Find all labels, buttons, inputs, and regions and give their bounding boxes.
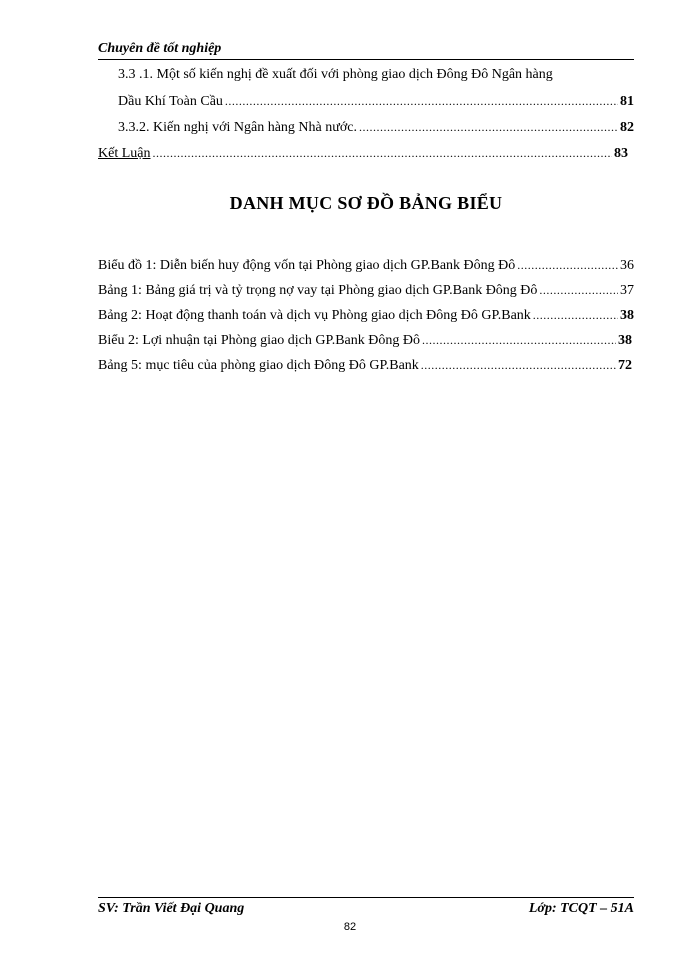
toc-ket-luan[interactable] bbox=[98, 144, 628, 163]
footer-class: Lớp: TCQT – 51A bbox=[528, 901, 634, 916]
dot-leader bbox=[359, 118, 618, 137]
figure-entry[interactable] bbox=[98, 356, 632, 375]
running-header bbox=[98, 40, 634, 60]
dot-leader bbox=[533, 306, 618, 325]
figure-entry-page: 38 bbox=[618, 333, 632, 348]
list-of-figures-title: DANH MỤC SƠ ĐỒ BẢNG BIỂU bbox=[229, 193, 503, 213]
figure-entry-page: 37 bbox=[620, 283, 634, 298]
footer-student: SV: Trần Viết Đại Quang bbox=[98, 901, 245, 916]
figure-entry-page: 36 bbox=[620, 258, 634, 273]
toc-item-331-line2[interactable] bbox=[118, 92, 634, 111]
figure-entry-page: 38 bbox=[620, 308, 634, 323]
toc-item-331-page: 81 bbox=[620, 94, 634, 109]
header-title: Chuyên đề tốt nghiệp bbox=[98, 41, 222, 56]
figure-entry-page: 72 bbox=[618, 358, 632, 373]
toc-item-331-label: Dầu Khí Toàn Cầu bbox=[118, 94, 223, 109]
figure-entry-label: Bảng 5: mục tiêu của phòng giao dịch Đông Đô GP.Bank bbox=[98, 358, 419, 373]
figure-entry[interactable] bbox=[98, 281, 634, 300]
dot-leader bbox=[539, 281, 618, 300]
figure-entry[interactable] bbox=[98, 306, 634, 325]
dot-leader bbox=[517, 256, 618, 275]
toc-item-332[interactable] bbox=[118, 118, 634, 137]
footer-rule bbox=[98, 897, 634, 898]
figure-entry[interactable] bbox=[98, 331, 632, 350]
toc-item-332-label: 3.3.2. Kiến nghị với Ngân hàng Nhà nước. bbox=[118, 120, 357, 135]
dot-leader bbox=[421, 356, 616, 375]
dot-leader bbox=[225, 92, 618, 111]
figure-entry-label: Bảng 2: Hoạt động thanh toán và dịch vụ Phòng giao dịch Đông Đô GP.Bank bbox=[98, 308, 531, 323]
figure-entry-label: Biểu 2: Lợi nhuận tại Phòng giao dịch GP.Bank Đông Đô bbox=[98, 333, 420, 348]
running-footer bbox=[98, 901, 634, 917]
toc-ket-luan-page: 83 bbox=[614, 146, 628, 161]
figure-entry[interactable] bbox=[98, 256, 634, 275]
dot-leader bbox=[422, 331, 616, 350]
figure-entry-label: Bảng 1: Bảng giá trị và tỷ trọng nợ vay tại Phòng giao dịch GP.Bank Đông Đô bbox=[98, 283, 538, 298]
toc-ket-luan-label: Kết Luận bbox=[98, 146, 151, 161]
page-number: 82 bbox=[343, 921, 357, 933]
dot-leader bbox=[152, 144, 612, 163]
toc-item-331-line1: 3.3 .1. Một số kiến nghị đề xuất đối với phòng giao dịch Đông Đô Ngân hàng bbox=[118, 67, 553, 82]
figure-entry-label: Biểu đồ 1: Diễn biến huy động vốn tại Phòng giao dịch GP.Bank Đông Đô bbox=[98, 258, 516, 273]
toc-item-332-page: 82 bbox=[620, 120, 634, 135]
